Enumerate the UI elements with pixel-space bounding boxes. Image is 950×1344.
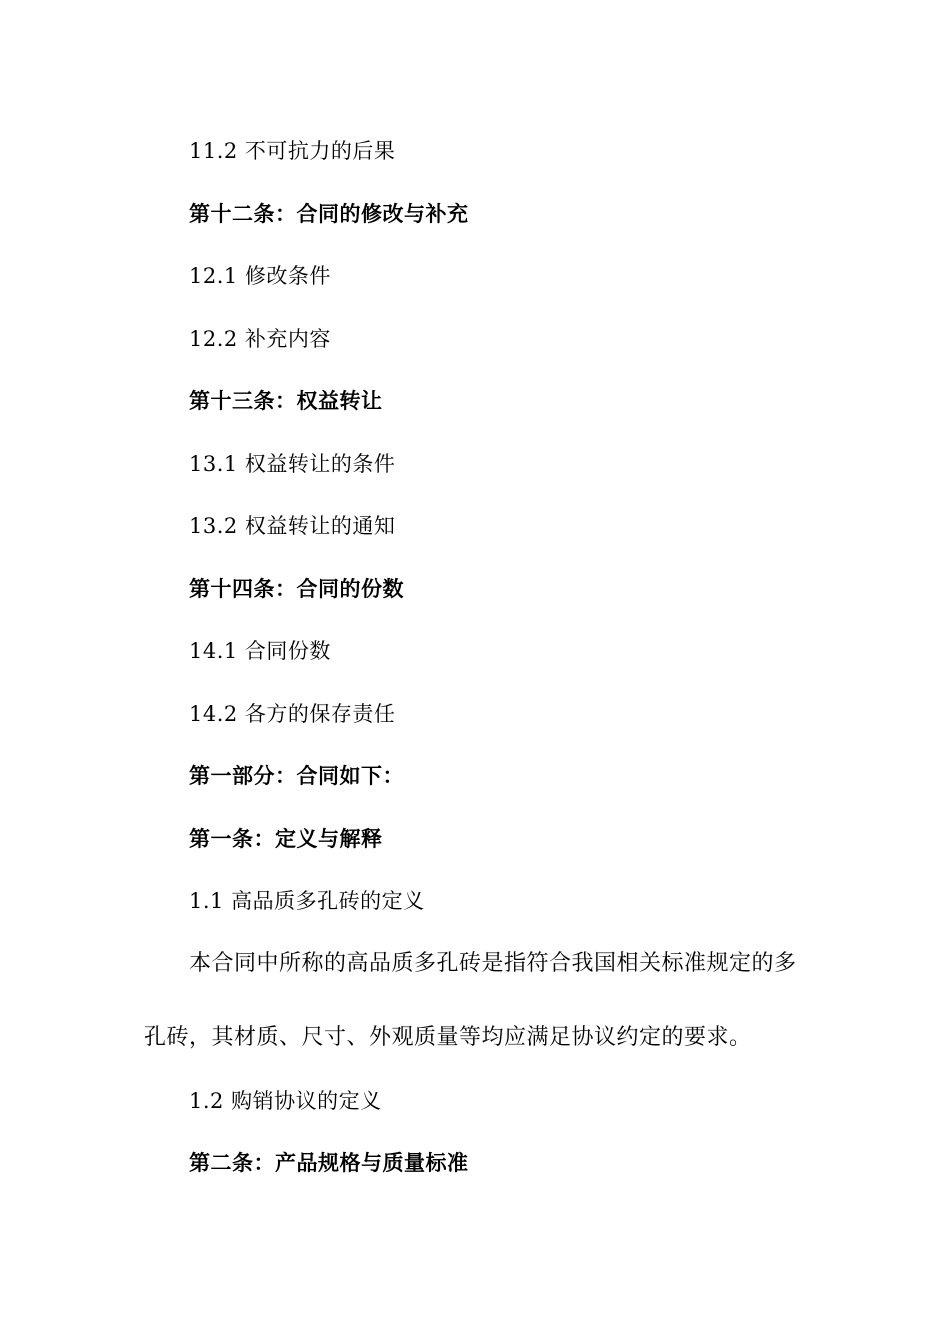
clause-13-2: 13.2 权益转让的通知 [189, 514, 396, 538]
article-14-heading: 第十四条：合同的份数 [189, 576, 404, 601]
clause-12-2: 12.2 补充内容 [189, 327, 331, 351]
article-13-heading: 第十三条：权益转让 [189, 388, 383, 413]
clause-14-2: 14.2 各方的保存责任 [189, 702, 396, 726]
clause-1-2: 1.2 购销协议的定义 [189, 1089, 382, 1113]
article-1-heading: 第一条：定义与解释 [189, 826, 383, 851]
article-2-heading: 第二条：产品规格与质量标准 [189, 1150, 469, 1175]
definition-paragraph-line-2: 孔砖，其材质、尺寸、外观质量等均应满足协议约定的要求。 [144, 1025, 752, 1050]
clause-1-1: 1.1 高品质多孔砖的定义 [189, 889, 425, 913]
definition-paragraph-line-1: 本合同中所称的高品质多孔砖是指符合我国相关标准规定的多 [189, 951, 797, 976]
article-12-heading: 第十二条：合同的修改与补充 [189, 201, 469, 226]
clause-13-1: 13.1 权益转让的条件 [189, 452, 396, 476]
part-1-heading: 第一部分：合同如下： [189, 763, 404, 788]
clause-14-1: 14.1 合同份数 [189, 639, 331, 663]
clause-11-2: 11.2 不可抗力的后果 [189, 139, 396, 163]
clause-12-1: 12.1 修改条件 [189, 264, 331, 288]
